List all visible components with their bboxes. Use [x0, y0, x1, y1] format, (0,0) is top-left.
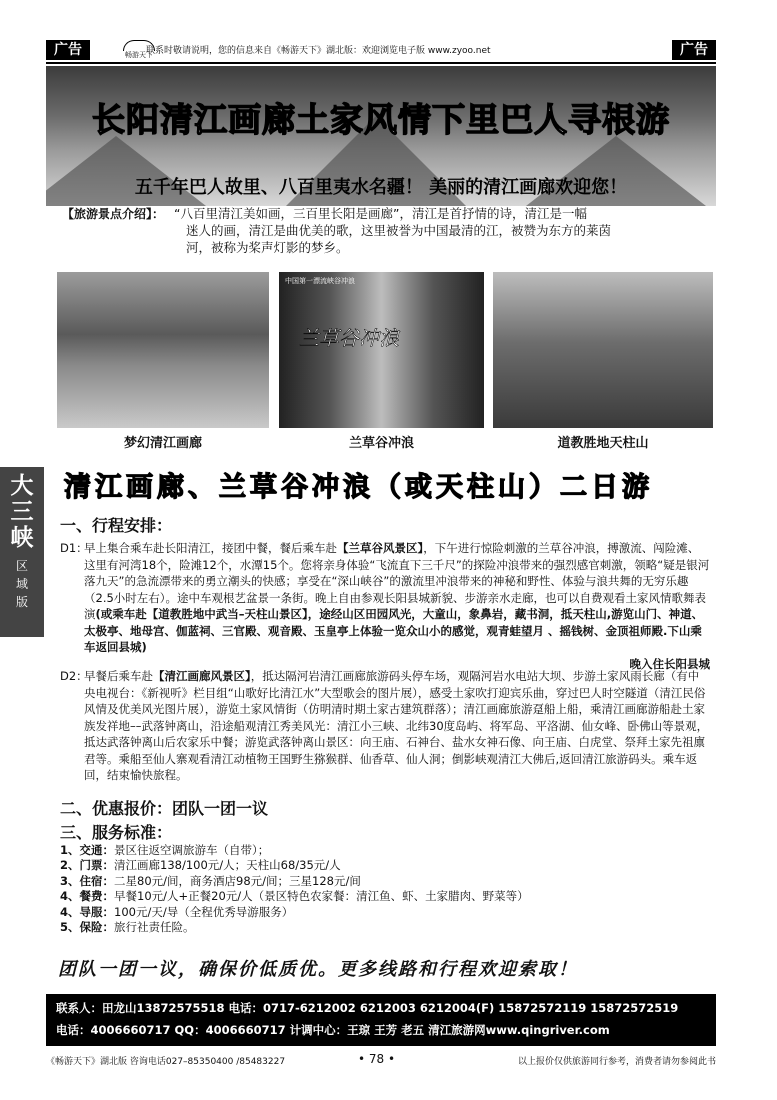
section-pricing-heading: 二、优惠报价：团队一团一议 — [60, 799, 269, 818]
intro-line: 河，被称为桨声灯影的梦乡。 — [186, 240, 349, 255]
header-notice: 联系时敬请说明，您的信息来自《畅游天下》湖北版：欢迎浏览电子版 www.zyoo.net — [146, 46, 491, 56]
hero-banner — [46, 66, 716, 206]
closing-slogan: 团队一团一议，确保价低质优。更多线路和行程欢迎索取！ — [58, 959, 578, 980]
service-item: 5、保险：旅行社责任险。 — [60, 920, 195, 935]
side-tab-char: 大 — [10, 472, 34, 499]
side-tab-char: 三 — [10, 498, 34, 525]
publisher-logo: 畅游天下 — [104, 40, 174, 60]
ad-label-right: 广告 — [672, 40, 716, 60]
day2-itinerary: D2： 早餐后乘车赴【清江画廊风景区】，抵达隔河岩清江画廊旅游码头停车场，观隔河岩水电站大坝、步游土家风雨长廊（有中央电视台：《新视听》栏目组“山歌好比清江水”大型歌会的图片展），感受土家吹打迎宾乐曲，穿过巴人时空隧道（清江民俗风情及优美风光图片展），游览土家风情街（仿明清时期土家古建筑群落）；清江画廊旅游趸船上船，乘清江画廊游船赴土家族发祥地––武落钟离山，沿途船观清江秀美风光：清江小三峡、北纬30度岛屿、将军岛、平洛湖、仙女峰、卧佛山等景观，抵达武落钟离山后农家乐中餐；游览武落钟离山景区：向王庙、石神台、盐水女神石像、向王庙、白虎堂、祭拜土家先祖廪君等。乘船至仙人寨观看清江动植物王国野生猕猴群、仙香草、仙人洞；倒影峡观清江大佛后,返回清江旅游码头。乘车返回，结束愉快旅程。 — [60, 669, 709, 782]
service-list — [60, 843, 710, 935]
footer-left: 《畅游天下》湖北版 咨询电话027–85350400 /85483227 — [46, 1057, 286, 1067]
page-title: 长阳清江画廊土家风情下里巴人寻根游 — [92, 100, 670, 139]
photo-caption: 兰草谷冲浪 — [348, 436, 414, 451]
intro-text — [174, 205, 704, 256]
contact-line: 电话：4006660717 QQ：4006660717 计调中心：王琼 王芳 老五 清江旅游网www.qingriver.com — [56, 1023, 610, 1037]
side-tab-char: 峡 — [10, 524, 34, 551]
section-itinerary-heading: 一、行程安排： — [60, 516, 173, 535]
service-item: 2、门票：清江画廊138/100元/人；天柱山68/35元/人 — [60, 858, 341, 873]
intro-line: “八百里清江美如画，三百里长阳是画廊”，清江是首抒情的诗，清江是一幅 — [174, 206, 587, 221]
page-number: • 78 • — [358, 1052, 396, 1066]
ad-header-bar — [46, 40, 716, 64]
photo-qingjiang-gallery — [57, 272, 269, 428]
day1-end-note: 晚入住长阳县城 — [629, 656, 710, 671]
contact-bar — [46, 994, 716, 1046]
side-tab-char: 域 — [15, 577, 28, 591]
route-title: 清江画廊、兰草谷冲浪（或天柱山）二日游 — [64, 472, 653, 503]
service-item: 1、交通：景区往返空调旅游车（自带）； — [60, 843, 270, 857]
photo-caption: 梦幻清江画廊 — [123, 436, 202, 451]
day-label: D2： — [60, 669, 88, 683]
service-item: 4、导服：100元/天/导（全程优秀导游服务） — [60, 904, 294, 919]
day-label: D1： — [60, 541, 88, 555]
intro-line: 迷人的画，清江是曲优美的歌，这里被誉为中国最清的江，被赞为东方的莱茵 — [186, 223, 612, 238]
service-item: 3、住宿：二星80元/间，商务酒店98元/间；三星128元/间 — [60, 873, 361, 888]
photo-tianzhushan — [493, 272, 713, 428]
service-item: 4、餐费：早餐10元/人+正餐20元/人（景区特色农家餐：清江鱼、虾、土家腊肉、野菜等） — [60, 889, 529, 904]
photo-overlay-text: 兰草谷冲浪 — [299, 326, 399, 350]
slogan: 五千年巴人故里、八百里夷水名疆！ 美丽的清江画廊欢迎您！ — [134, 177, 628, 198]
side-tab-char: 版 — [15, 595, 28, 609]
photo-inner-caption: 中国第一漂流峡谷冲浪 — [285, 277, 355, 285]
contact-line: 联系人：田龙山13872575518 电话：0717-6212002 6212003 6212004(F) 15872572119 15872572519 — [56, 1001, 679, 1015]
intro-label: 【旅游景点介绍】： — [62, 207, 165, 221]
footer-disclaimer: 以上报价仅供旅游同行参考，消费者请勿参阅此书 — [517, 1057, 716, 1067]
region-side-tab — [0, 467, 44, 637]
side-tab-char: 区 — [15, 559, 28, 573]
photo-lancaogu-rafting — [279, 272, 484, 428]
day1-itinerary: D1： 早上集合乘车赴长阳清江，接团中餐，餐后乘车赴【兰草谷风景区】，下午进行惊险刺激的兰草谷冲浪，搏激流、闯险滩、这里有河湾18个，险滩12个，水潭15个。您将亲身体验“飞流直下三千尺”的探险冲浪带来的强烈感官刺激，领略“疑是银河落九天”的急流漂带来的勇立潮头的快感；享受在“深山峡谷”的激流里冲浪带来的神秘和野性、体验与浪共舞的无穷乐趣（2.5小时左右）。途中车观根艺盆景一条街。晚上自由参观长阳县城新貌、步游亲水走廊，也可以自费观看土家风情歌舞表演(或乘车赴【道教胜地中武当–天柱山景区】，途经山区田园风光，大童山，象鼻岩，藏书洞，抵天柱山,游览山门、神道、太极亭、地母宫、伽蓝祠、三官殿、观音殿、玉皇亭上体验一览众山小的感觉，观青蛙望月 、摇钱树、金顶祖师殿.下山乘车返回县城) 晚入住长阳县城 — [60, 541, 710, 671]
ad-label-left: 广告 — [46, 40, 90, 60]
photo-caption: 道教胜地天柱山 — [557, 436, 649, 451]
section-service-heading: 三、服务标准： — [60, 823, 173, 842]
